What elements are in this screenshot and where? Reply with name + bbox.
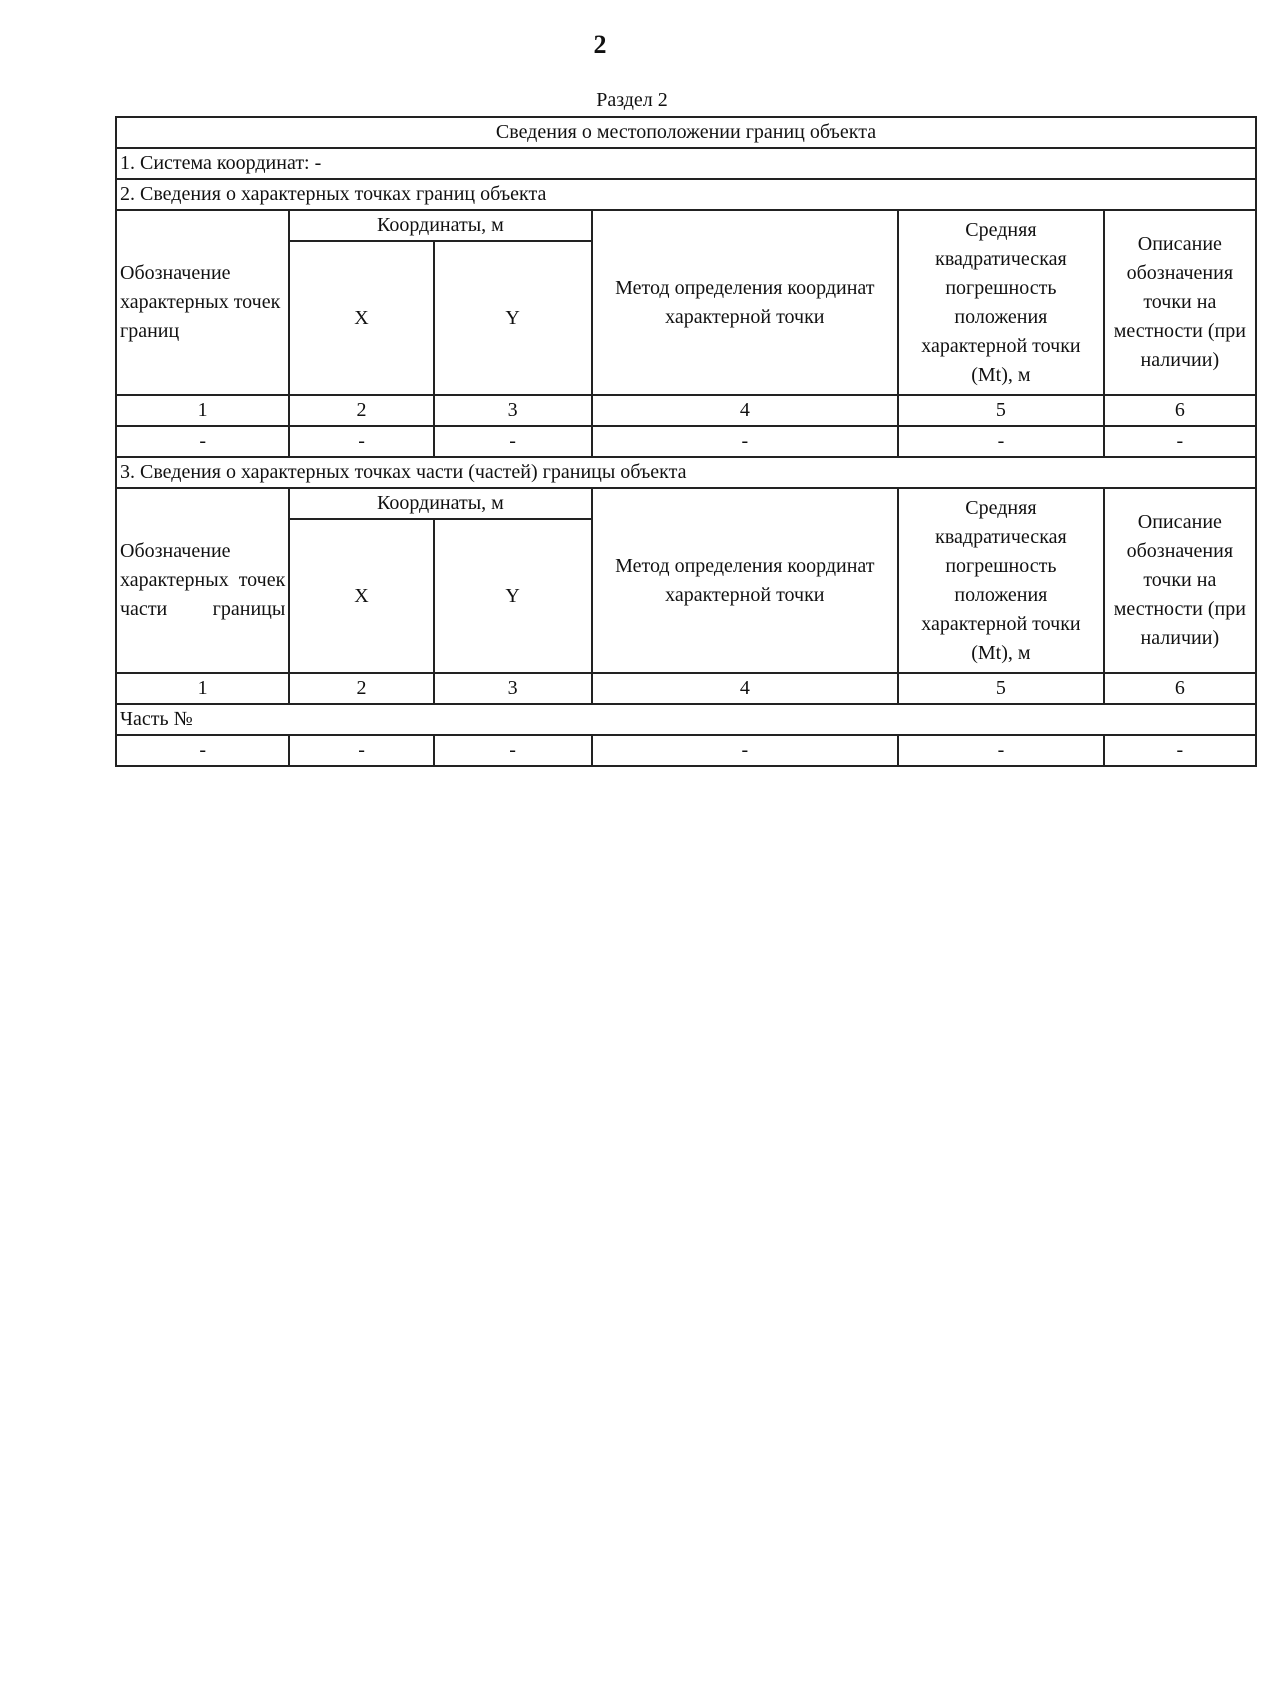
block1-col-method: Метод определения координат характерной точки: [592, 210, 899, 395]
block1-number-row: [116, 395, 1256, 426]
block2-col-designation: Обозначение характерных точек части границы: [116, 488, 289, 673]
block1-heading: 2. Сведения о характерных точках границ объекта: [116, 179, 1256, 210]
block2-cell-1: -: [116, 735, 289, 766]
block1-col-x: X: [289, 241, 433, 395]
block2-num-2: 2: [289, 673, 433, 704]
table-title-row: [116, 117, 1256, 148]
block1-col-description: Описание обозначения точки на местности (при наличии): [1104, 210, 1256, 395]
block2-heading: 3. Сведения о характерных точках части (частей) границы объекта: [116, 457, 1256, 488]
block2-num-6: 6: [1104, 673, 1256, 704]
block1-cell-5: -: [898, 426, 1104, 457]
block2-col-x: X: [289, 519, 433, 673]
block1-cell-2: -: [289, 426, 433, 457]
block1-cell-4: -: [592, 426, 899, 457]
block2-cell-5: -: [898, 735, 1104, 766]
block1-col-y: Y: [434, 241, 592, 395]
table-row: [116, 426, 1256, 457]
block1-num-2: 2: [289, 395, 433, 426]
boundary-table: [115, 116, 1257, 767]
block1-cell-3: -: [434, 426, 592, 457]
block1-col-error: Средняя квадратическая погрешность положения характерной точки (Mt), м: [898, 210, 1104, 395]
block2-num-5: 5: [898, 673, 1104, 704]
block1-num-6: 6: [1104, 395, 1256, 426]
block1-num-4: 4: [592, 395, 899, 426]
block2-col-error: Средняя квадратическая погрешность положения характерной точки (Mt), м: [898, 488, 1104, 673]
block2-part-label: Часть №: [116, 704, 1256, 735]
block2-heading-row: [116, 457, 1256, 488]
block2-num-4: 4: [592, 673, 899, 704]
block2-num-1: 1: [116, 673, 289, 704]
coordinate-system: 1. Система координат: -: [116, 148, 1256, 179]
block1-num-5: 5: [898, 395, 1104, 426]
block2-num-3: 3: [434, 673, 592, 704]
block2-header-row-1: [116, 488, 1256, 519]
block2-col-description: Описание обозначения точки на местности (при наличии): [1104, 488, 1256, 673]
block1-num-3: 3: [434, 395, 592, 426]
block2-col-method: Метод определения координат характерной точки: [592, 488, 899, 673]
block2-part-row: [116, 704, 1256, 735]
page-number: 2: [593, 30, 607, 59]
block1-cell-6: -: [1104, 426, 1256, 457]
block2-cell-2: -: [289, 735, 433, 766]
section-label: Раздел 2: [596, 89, 668, 111]
coordinate-system-row: [116, 148, 1256, 179]
block2-number-row: [116, 673, 1256, 704]
block2-cell-3: -: [434, 735, 592, 766]
block1-heading-row: [116, 179, 1256, 210]
block1-cell-1: -: [116, 426, 289, 457]
block1-header-row-1: [116, 210, 1256, 241]
table-title: Сведения о местоположении границ объекта: [116, 117, 1256, 148]
block1-col-coordinates: Координаты, м: [289, 210, 591, 241]
block2-cell-6: -: [1104, 735, 1256, 766]
table-row: [116, 735, 1256, 766]
block1-num-1: 1: [116, 395, 289, 426]
block1-col-designation: Обозначение характерных точек границ: [116, 210, 289, 395]
block2-col-y: Y: [434, 519, 592, 673]
block2-col-coordinates: Координаты, м: [289, 488, 591, 519]
block2-cell-4: -: [592, 735, 899, 766]
